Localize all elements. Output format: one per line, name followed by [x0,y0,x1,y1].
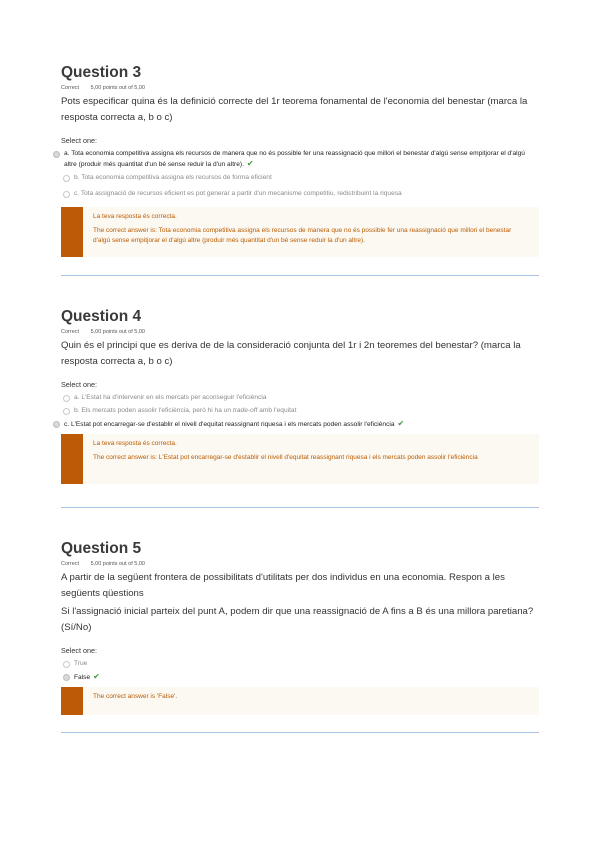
feedback-box [61,207,539,257]
points-label: 5,00 points out of 5,00 [90,561,145,567]
question-info [61,85,539,92]
radio-button[interactable] [53,421,60,428]
answer-option-b[interactable] [61,173,539,183]
question-text: Quin és el principi que es deriva de de la consideració conjunta del 1r i 2n teoremes del benestar? (marca la resposta correcta a, b o c) [61,340,521,367]
correct-answer-text: The correct answer is: Tota economia competitiva assigna els recursos de manera que no és possible fer una reassignació que millori el benestar d'algú sense empitjorar el d'algú altre (produir més quantitat d'un bé sense reduir la d'un altre). [93,226,512,244]
select-one-label: Select one: [61,380,97,389]
radio-button[interactable] [63,661,70,668]
question-info [61,329,539,336]
question-3 [61,64,539,257]
feedback-accent-bar [61,687,83,715]
radio-button[interactable] [63,674,70,681]
answer-option-label [74,407,296,414]
question-text: Pots especificar quina és la definició correcte del 1r teorema fonamental de l'economia del benestar (marca la resposta correcta a, b o c) [61,96,528,123]
status-label: Correct [61,561,80,567]
answer-option-label-emphasis: trade-off [232,407,258,414]
select-one-label: Select one: [61,136,97,145]
answer-option-label: False [74,674,91,681]
check-icon: ✔ [93,672,100,681]
answer-option-label-part: amb l'equitat [257,407,297,414]
feedback-box [61,434,539,484]
question-separator [61,507,539,508]
answer-option-label: True [74,660,88,667]
question-title: Question 4 [61,308,142,325]
answer-option-false[interactable] [61,672,539,683]
answer-option-label: c. L'Estat pot encarregar-se d'establir el nivell d'equitat reassignant riquesa i els mercats poden assolir l'eficiència [64,421,395,428]
points-label: 5,00 points out of 5,00 [90,85,145,91]
answer-option-label: a. Tota economia competitiva assigna els recursos de manera que no és possible fer una reassignació que millori el benestar d'algú sense empitjorar el d'algú altre (produir més quantitat d'un bé sense reduir la d'un altre). [64,150,525,168]
status-label: Correct [61,85,80,91]
answer-option-true[interactable] [61,659,539,669]
correct-answer-text: The correct answer is 'False'. [93,693,178,700]
feedback-result: La teva resposta és correcta. [93,213,177,220]
status-label: Correct [61,329,80,335]
radio-button[interactable] [63,175,70,182]
correct-answer-text: The correct answer is: L'Estat pot encarregar-se d'establir el nivell d'equitat reassignant riquesa i els mercats poden assolir l'eficiència [93,453,478,461]
answer-option-a[interactable] [51,149,539,170]
question-title: Question 3 [61,64,142,81]
answer-option-c[interactable] [51,419,539,430]
answer-option-b[interactable] [61,406,539,416]
answer-option-c[interactable] [61,189,539,199]
feedback-accent-bar [61,434,83,484]
select-one-label: Select one: [61,646,97,655]
feedback-accent-bar [61,207,83,257]
answer-option-a[interactable] [61,393,539,403]
question-4 [61,308,539,484]
question-separator [61,275,539,276]
question-separator [61,732,539,733]
answer-option-label: b. Tota economia competitiva assigna els recursos de forma eficient [74,174,272,181]
question-title: Question 5 [61,540,142,557]
check-icon: ✔ [246,159,254,168]
radio-button[interactable] [63,408,70,415]
feedback-result: La teva resposta és correcta. [93,440,177,447]
check-icon: ✔ [397,419,405,428]
answer-option-label: a. L'Estat ha d'intervenir en els mercats per aconseguir l'eficiència [74,394,267,401]
radio-button[interactable] [63,395,70,402]
question-5 [61,540,539,715]
question-text: A partir de la següent frontera de possibilitats d'utilitats per dos individus en una economia. Respon a les següents qüestions [61,572,505,599]
radio-button[interactable] [53,151,60,158]
question-info [61,561,539,568]
answer-option-label-part: b. Els mercats poden assolir l'eficiència, però hi ha un [74,407,233,414]
answer-option-label: c. Tota assignació de recursos eficient es pot generar a partir d'un mecanisme competitiu, redistribuint la riquesa [74,190,402,197]
points-label: 5,00 points out of 5,00 [90,329,145,335]
feedback-box [61,687,539,715]
radio-button[interactable] [63,191,70,198]
question-subtext: Si l'assignació inicial parteix del punt A, podem dir que una reassignació de A fins a B és una millora paretiana? (Sí/No) [61,606,534,633]
